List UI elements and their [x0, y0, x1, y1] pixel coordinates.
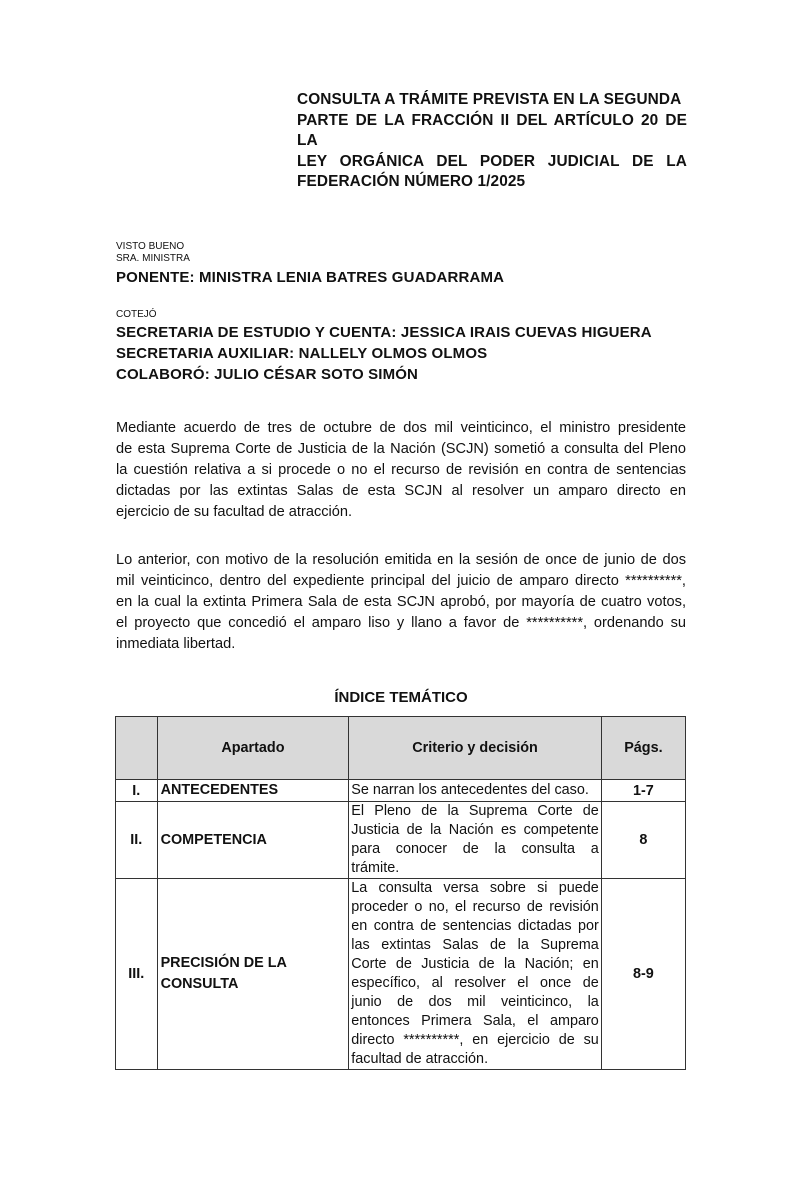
index-title: ÍNDICE TEMÁTICO [334, 689, 468, 706]
visto-bueno-label: VISTO BUENO [116, 241, 185, 252]
criterio-line: las extintas Salas de la Suprema [351, 937, 599, 953]
criterio-line: junio de dos mil veinticinco, la [351, 994, 599, 1010]
paragraph-line: ejercicio de su facultad de atracción. [116, 504, 353, 520]
paragraph-line: de esta Suprema Corte de Justicia de la Nación (SCJN) sometió a consulta del Pleno [116, 441, 686, 457]
criterio-line: entonces Primera Sala, el amparo [351, 1013, 599, 1029]
title-line: LEY ORGÁNICA DEL PODER JUDICIAL DE LA [297, 152, 687, 170]
criterio-line: Se narran los antecedentes del caso. [351, 782, 589, 798]
criterio-line: en contra de sentencias dictadas por [351, 918, 599, 934]
cotejo-label: COTEJÓ [116, 309, 157, 320]
criterio-line: facultad de atracción. [351, 1051, 489, 1067]
paragraph-line: dictadas por las extintas Salas de esta SCJN al resolver un amparo directo en [116, 483, 686, 499]
document-title [297, 90, 687, 193]
secretaria-estudio-line: SECRETARIA DE ESTUDIO Y CUENTA: JESSICA IRAIS CUEVAS HIGUERA [116, 324, 652, 341]
criterio-line: trámite. [351, 860, 400, 876]
header-apartado: Apartado [157, 717, 349, 780]
header-pags: Págs. [601, 717, 685, 780]
sra-ministra-label: SRA. MINISTRA [116, 253, 190, 264]
criterio-line: para conocer de la consulta a [351, 841, 599, 857]
title-line: FEDERACIÓN NÚMERO 1/2025 [297, 173, 526, 191]
paragraph-line: mil veinticinco, dentro del expediente principal del juicio de amparo directo **********, [116, 573, 686, 589]
row-criterio [349, 802, 602, 879]
colaboro-line: COLABORÓ: JULIO CÉSAR SOTO SIMÓN [116, 366, 419, 383]
row-number: I. [116, 780, 158, 802]
paragraph-2 [116, 550, 686, 655]
row-pages: 1-7 [601, 780, 685, 802]
table-header-row [116, 717, 686, 780]
paragraph-line: el proyecto que concedió el amparo liso y llano a favor de **********, ordenando su [116, 615, 686, 631]
criterio-line: proceder o no, el recurso de revisión [351, 899, 599, 915]
table-row [116, 802, 686, 879]
row-apartado: ANTECEDENTES [157, 780, 349, 802]
row-criterio [349, 780, 602, 802]
row-pages: 8-9 [601, 879, 685, 1070]
criterio-line: La consulta versa sobre si puede [351, 880, 599, 896]
row-number: II. [116, 802, 158, 879]
title-line: PARTE DE LA FRACCIÓN II DEL ARTÍCULO 20 DE LA [297, 111, 687, 150]
criterio-line: Corte de Justicia de la Nación; en [351, 956, 599, 972]
row-pages: 8 [601, 802, 685, 879]
row-criterio [349, 879, 602, 1070]
row-number: III. [116, 879, 158, 1070]
table-row [116, 780, 686, 802]
criterio-line: específico, al resolver el once de [351, 975, 599, 991]
apartado-line: CONSULTA [160, 976, 239, 992]
criterio-line: El Pleno de la Suprema Corte de [351, 803, 599, 819]
paragraph-line: inmediata libertad. [116, 636, 236, 652]
paragraph-line: Lo anterior, con motivo de la resolución emitida en la sesión de once de junio de dos [116, 552, 686, 568]
paragraph-1 [116, 418, 686, 523]
table-row [116, 879, 686, 1070]
header-num [116, 717, 158, 780]
header-criterio: Criterio y decisión [349, 717, 602, 780]
thematic-index-table [115, 716, 686, 1070]
ponente-line: PONENTE: MINISTRA LENIA BATRES GUADARRAMA [116, 269, 505, 286]
criterio-line: directo **********, en ejercicio de su [351, 1032, 599, 1048]
apartado-line: PRECISIÓN DE LA [160, 955, 287, 971]
title-line: CONSULTA A TRÁMITE PREVISTA EN LA SEGUNDA [297, 91, 682, 108]
paragraph-line: en la cual la extinta Primera Sala de esta SCJN aprobó, por mayoría de cuatro votos, [116, 594, 686, 610]
criterio-line: Justicia de la Nación es competente [351, 822, 599, 838]
row-apartado [157, 879, 349, 1070]
paragraph-line: Mediante acuerdo de tres de octubre de dos mil veinticinco, el ministro presidente [116, 420, 686, 436]
secretaria-auxiliar-line: SECRETARIA AUXILIAR: NALLELY OLMOS OLMOS [116, 345, 488, 362]
paragraph-line: la cuestión relativa a si procede o no el recurso de revisión en contra de sentencias [116, 462, 686, 478]
row-apartado: COMPETENCIA [157, 802, 349, 879]
